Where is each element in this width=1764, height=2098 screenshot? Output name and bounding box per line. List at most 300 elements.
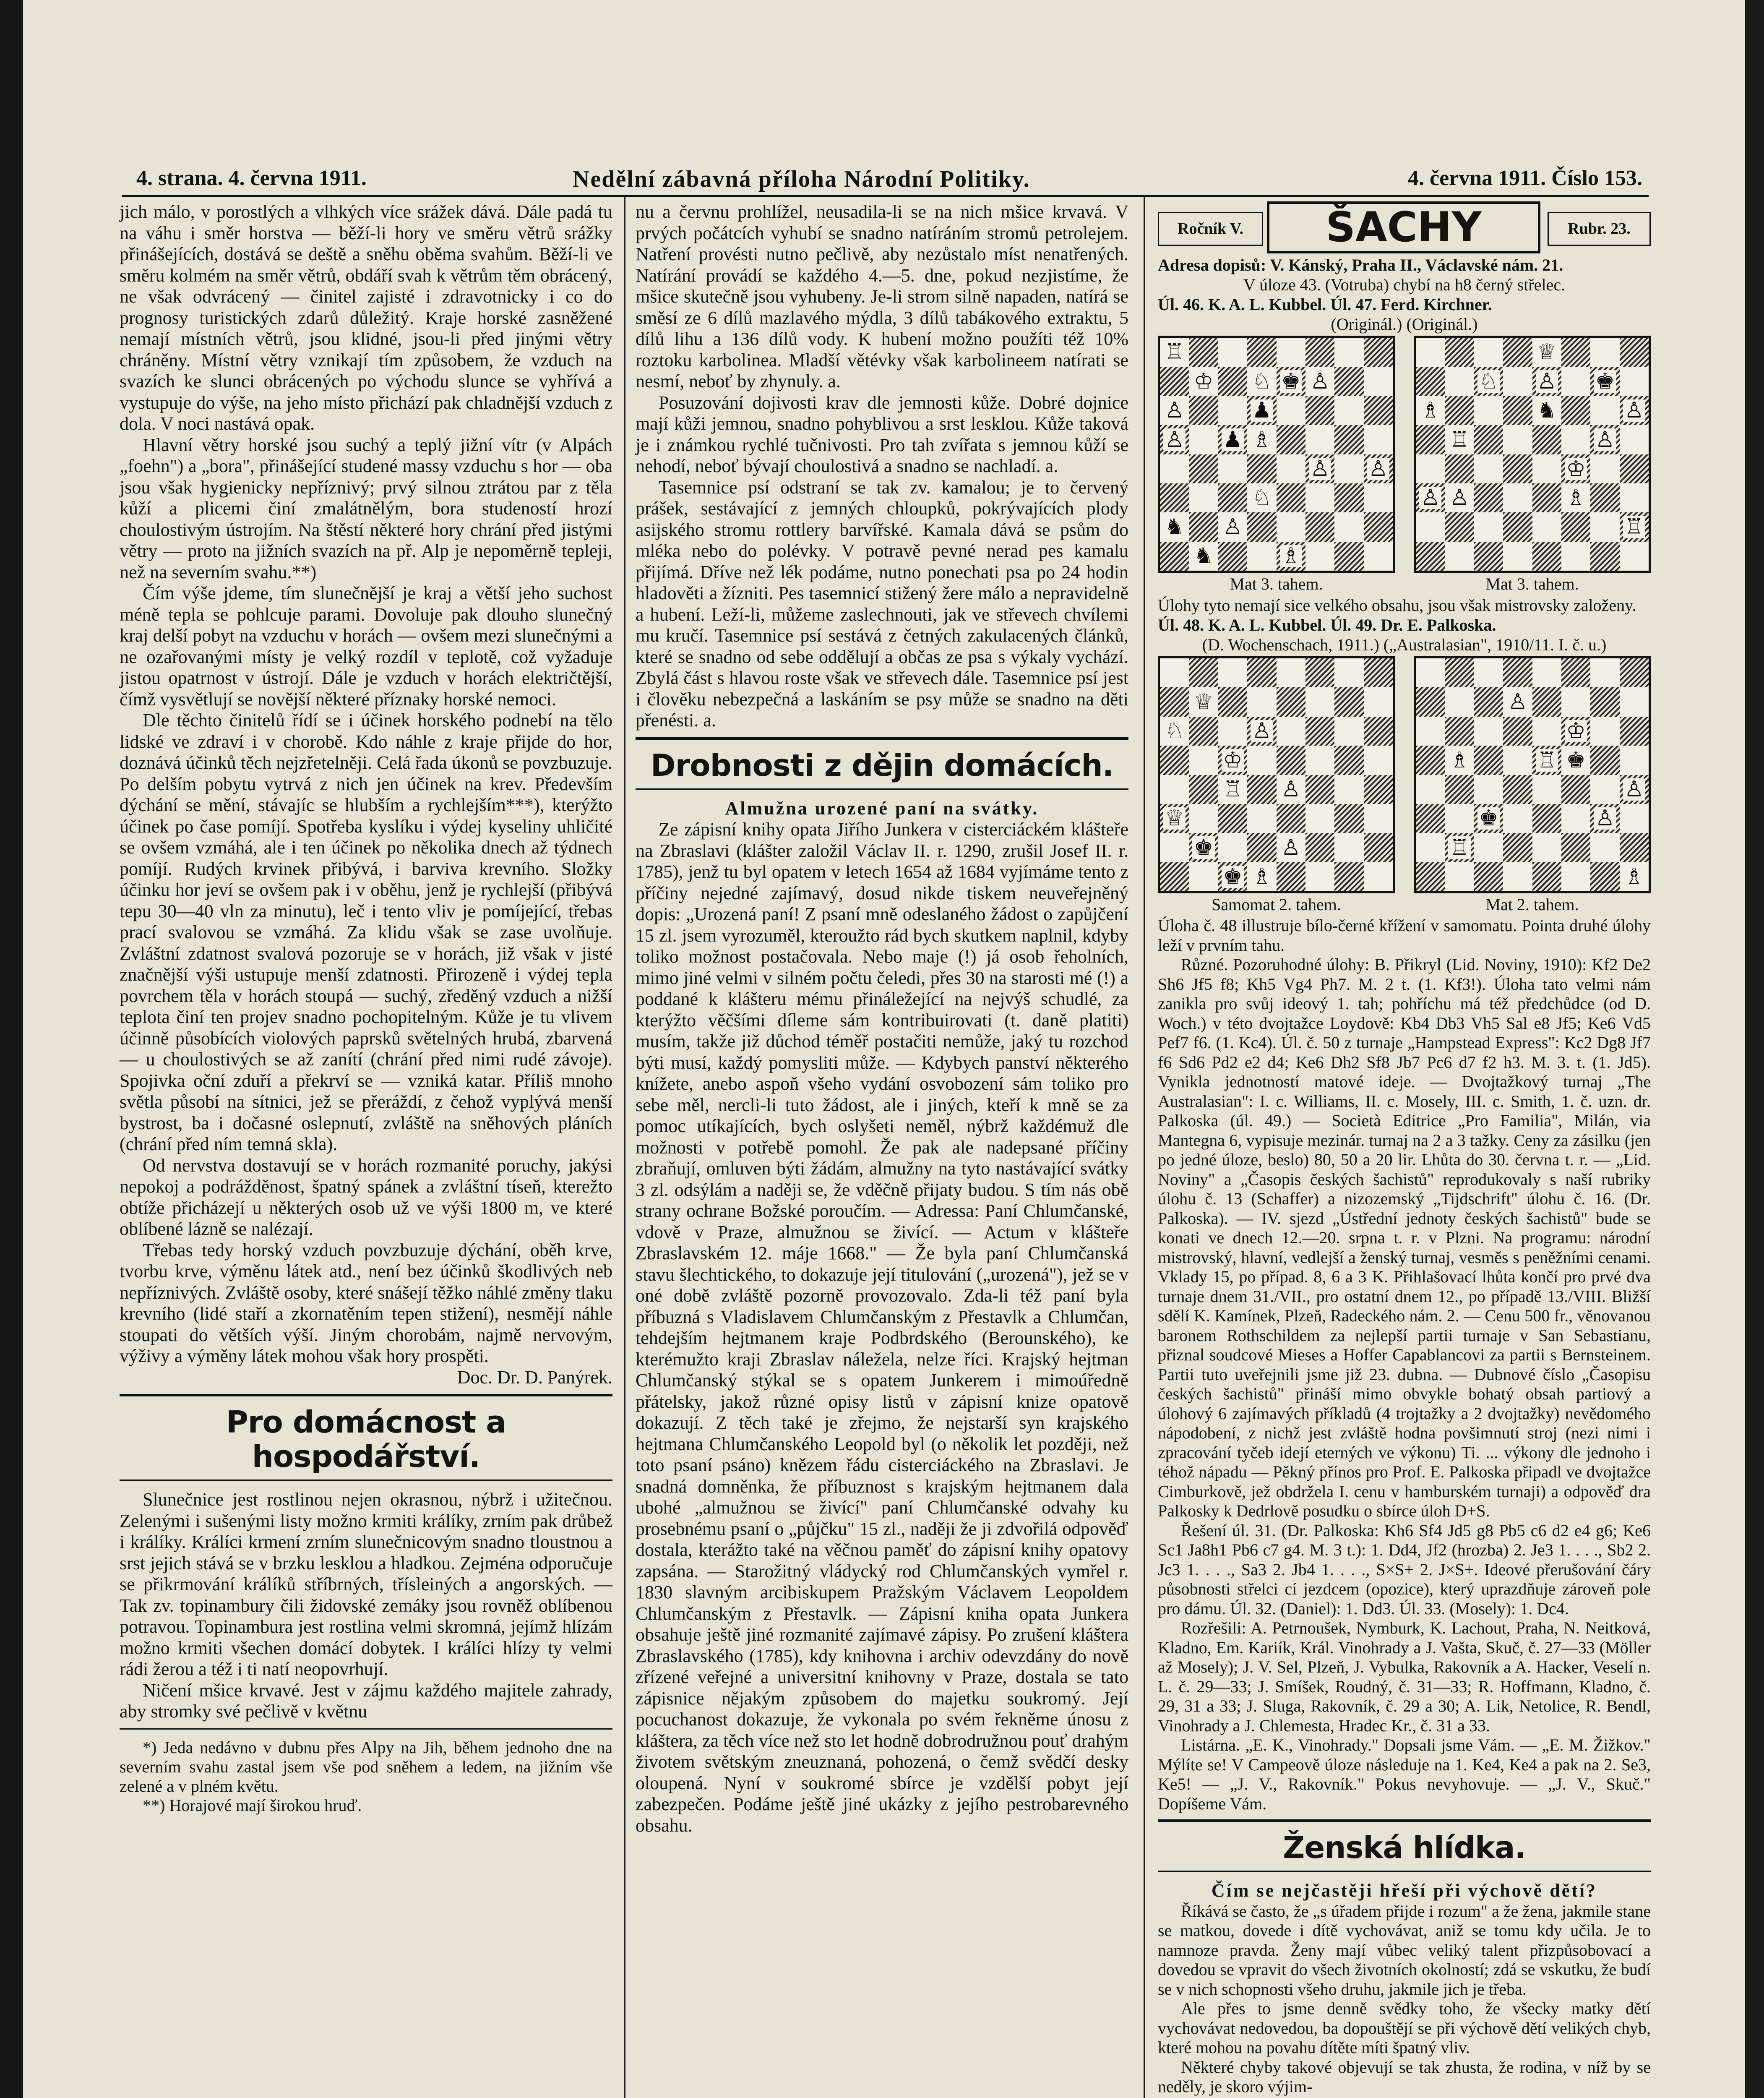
board-square [1189, 338, 1218, 367]
board-square [1334, 338, 1363, 367]
board-square [1189, 687, 1218, 716]
column-1 [120, 201, 612, 1815]
chess-piece-icon: ♕ [1536, 341, 1558, 363]
board-square [1189, 367, 1218, 396]
chess-piece-icon: ♖ [1163, 341, 1186, 363]
board-square [1416, 542, 1445, 571]
board-square [1247, 862, 1276, 891]
problem-source-46-47: (Originál.) (Originál.) [1331, 315, 1478, 334]
board-square [1364, 717, 1393, 746]
chess-piece-icon: ♚ [1222, 866, 1244, 888]
board-square [1160, 454, 1189, 483]
board-square [1561, 862, 1590, 891]
chess-piece-icon: ♗ [1280, 545, 1302, 567]
board-square [1334, 454, 1363, 483]
board-square [1189, 483, 1218, 512]
board-square [1416, 367, 1445, 396]
board-square [1218, 804, 1247, 833]
board-square [1218, 775, 1247, 804]
board-square [1620, 746, 1649, 775]
caption-pair [1158, 895, 1651, 914]
chess-board-49 [1414, 656, 1651, 893]
board-square [1277, 512, 1305, 541]
section-rule [1158, 1871, 1651, 1872]
board-square [1305, 338, 1334, 367]
problem-source-48-49: (D. Wochenschach, 1911.) („Australasian", 1910/11. I. č. u.) [1202, 635, 1607, 654]
board-square [1160, 483, 1189, 512]
board-square [1247, 512, 1276, 541]
board-square [1247, 396, 1276, 425]
board-square [1503, 367, 1532, 396]
board-square [1364, 746, 1393, 775]
board-square [1445, 746, 1474, 775]
board-caption: Mat 2. tahem. [1485, 895, 1579, 914]
board-square [1277, 483, 1305, 512]
chess-paragraph: Rozřešili: A. Petrnoušek, Nymburk, K. Lachout, Praha, N. Neitková, Kladno, Em. Kariík, Král. Vinohrady a J. Vašta, Skuč, č. 27—33 (Möller až Mosely); J. V. Sel, Plzeň, J. Vybulka, Rakovník a A. Hacker, Veselí n. L. č. 29—33; J. Smíšek, Roudný, č. 31—33; R. Hoffmann, Kladno, č. 29, 31 a 33; J. Sluga, Rakovník, č. 29 a 30; A. Lik, Netolice, R. Bendl, Vinohrady a J. Chlemesta, Hradec Kr., č. 31 a 33. [1158, 1618, 1651, 1735]
article-paragraph: Ničení mšice krvavé. Jest v zájmu každého majitele zahrady, aby stromky své pečlivě v květnu [120, 1680, 612, 1722]
board-square [1334, 746, 1363, 775]
board-square [1474, 454, 1503, 483]
board-square [1620, 454, 1649, 483]
board-square [1189, 775, 1218, 804]
board-square [1189, 425, 1218, 454]
chess-piece-icon: ♗ [1565, 487, 1587, 509]
board-square [1532, 454, 1561, 483]
board-square [1561, 717, 1590, 746]
chess-piece-icon: ♖ [1448, 428, 1470, 451]
board-square [1305, 483, 1334, 512]
board-square [1561, 542, 1590, 571]
board-square [1189, 542, 1218, 571]
article-paragraph: nu a červnu prohlížel, neusadila-li se na nich mšice krvavá. V prvých počátcích vyhubí se snadno natíráním stromů petrolejem. Natření provésti nutno pečlivě, aby nezůstalo míst nenatřených. Natírání provádí se každého 4.—5. dne, pokud nezjistíme, že mšice skutečně jsou vyhubeny. Je-li strom silně napaden, natírá se směsí ze 6 dílů mazlavého mýdla, 3 dílů tabákového extraktu, 5 dílů lihu a 136 dílů vody. K hubení možno použíti též 10% roztoku karbolinea. Mladší větévky však karbolineem natírati se nesmí, neboť by zhynuly. a. [636, 201, 1128, 391]
board-square [1503, 746, 1532, 775]
board-caption: Mat 3. tahem. [1230, 574, 1323, 593]
board-square [1620, 425, 1649, 454]
scan-edge-right [1745, 0, 1764, 2098]
board-square [1445, 338, 1474, 367]
header-left: 4. strana. 4. června 1911. [136, 166, 367, 190]
board-square [1620, 862, 1649, 891]
board-square [1590, 804, 1619, 833]
board-square [1189, 833, 1218, 862]
board-square [1416, 658, 1445, 687]
board-square [1532, 833, 1561, 862]
board-square [1364, 338, 1393, 367]
board-square [1189, 746, 1218, 775]
board-square [1305, 746, 1334, 775]
article-paragraph: Říkává se často, že „s úřadem přijde i rozum" a že žena, jakmile stane se matkou, dovede i dítě vychovávat, aniž se tomu kdy učila. Je to namnoze pravda. Ženy mají vůbec veliký talent přizpůsobovací a dovedou se vpravit do všech životních okolností; zdá se vskutku, že budí se v nich schopnosti všeho druhu, jakmile jich je třeba. [1158, 1901, 1651, 1999]
board-square [1474, 804, 1503, 833]
board-square [1590, 717, 1619, 746]
board-square [1334, 425, 1363, 454]
chess-paragraph: Úloha č. 48 illustruje bílo-černé křížení v samomatu. Pointa druhé úlohy leží v prvním tahu. [1158, 916, 1651, 955]
board-square [1218, 454, 1247, 483]
chess-piece-icon: ♖ [1448, 836, 1470, 859]
caption-pair [1158, 574, 1651, 594]
board-square [1364, 454, 1393, 483]
board-square [1277, 367, 1305, 396]
author-signature: Doc. Dr. D. Panýrek. [457, 1367, 612, 1388]
chess-piece-icon: ♔ [1192, 370, 1214, 392]
chess-board-47 [1414, 336, 1651, 573]
board-square [1334, 658, 1363, 687]
chess-piece-icon: ♙ [1594, 428, 1616, 451]
board-square [1590, 425, 1619, 454]
board-square [1474, 396, 1503, 425]
board-square [1364, 425, 1393, 454]
board-square [1364, 483, 1393, 512]
board-square [1474, 833, 1503, 862]
section-rule [120, 1394, 612, 1396]
board-square [1532, 717, 1561, 746]
board-square [1445, 717, 1474, 746]
board-square [1416, 396, 1445, 425]
board-square [1445, 833, 1474, 862]
article-paragraph: Čím výše jdeme, tím slunečnější je kraj a větší jeho suchost méně tepla se pohlcuje parami. Dovoluje pak dlouho slunečný kraj delší pobyt na vzduchu v horách — ovšem mezi slunečnými a ne ozařovanými místy je velký rozdíl v teplotě, což vyžaduje jistou opatrnost v ústrojí. Dále je vzduch v horách električtější, čímž vysvětlují se novější některé příznaky horské nemoci. [120, 583, 612, 710]
header-right: 4. června 1911. Číslo 153. [1408, 166, 1642, 190]
board-square [1218, 658, 1247, 687]
board-square [1590, 687, 1619, 716]
board-square [1620, 542, 1649, 571]
board-square [1416, 425, 1445, 454]
board-square [1277, 804, 1305, 833]
board-square [1445, 542, 1474, 571]
board-square [1503, 425, 1532, 454]
board-square [1620, 396, 1649, 425]
board-square [1474, 746, 1503, 775]
board-square [1445, 367, 1474, 396]
board-square [1305, 425, 1334, 454]
board-square [1277, 717, 1305, 746]
board-square [1218, 717, 1247, 746]
board-square [1590, 862, 1619, 891]
board-square [1620, 717, 1649, 746]
section-heading: Drobnosti z dějin domácích. [650, 747, 1114, 783]
board-square [1561, 775, 1590, 804]
board-square [1160, 338, 1189, 367]
board-square [1189, 717, 1218, 746]
chess-piece-icon: ♙ [1309, 458, 1331, 480]
section-rule [636, 737, 1128, 740]
board-square [1620, 658, 1649, 687]
board-square [1532, 775, 1561, 804]
chess-piece-icon: ♕ [1192, 691, 1214, 713]
board-square [1532, 746, 1561, 775]
board-square [1247, 425, 1276, 454]
board-square [1503, 483, 1532, 512]
board-square [1474, 862, 1503, 891]
board-square [1503, 454, 1532, 483]
board-square [1416, 833, 1445, 862]
section-heading: Pro domácnost a hospodářství. [226, 1404, 506, 1474]
footnote: **) Horajové mají širokou hruď. [143, 1795, 362, 1815]
board-square [1334, 775, 1363, 804]
board-square [1590, 512, 1619, 541]
board-square [1305, 367, 1334, 396]
scan-edge-left [0, 0, 23, 2098]
board-square [1416, 687, 1445, 716]
column-rule [1144, 197, 1145, 2098]
board-square [1305, 862, 1334, 891]
board-square [1532, 658, 1561, 687]
board-square [1503, 717, 1532, 746]
chess-piece-icon: ♔ [1565, 720, 1587, 742]
section-rule [636, 788, 1128, 790]
chess-piece-icon: ♔ [1565, 458, 1587, 480]
board-square [1160, 425, 1189, 454]
board-square [1160, 775, 1189, 804]
chess-piece-icon: ♗ [1251, 866, 1273, 888]
board-square [1160, 717, 1189, 746]
board-square [1364, 367, 1393, 396]
chess-piece-icon: ♖ [1623, 516, 1645, 538]
board-square [1532, 367, 1561, 396]
board-square [1277, 775, 1305, 804]
board-square [1532, 862, 1561, 891]
board-square [1474, 367, 1503, 396]
board-square [1503, 862, 1532, 891]
chess-piece-icon: ♘ [1251, 487, 1273, 509]
board-square [1416, 746, 1445, 775]
board-square [1218, 425, 1247, 454]
board-pair [1158, 336, 1651, 573]
board-square [1334, 396, 1363, 425]
board-square [1416, 454, 1445, 483]
article-paragraph: Slunečnice jest rostlinou nejen okrasnou, nýbrž i užitečnou. Zelenými i sušenými listy možno krmiti králíky, zrním pak drůbež i králíky. Králíci krmení zrním slunečnicovým snadno tloustnou a srst jejich stává se v brzku lesklou a hladkou. Zejména odporučuje se přikrmování králíků stříbrných, třísleiných a angorských. — Tak zv. topinambury čili židovské zemáky jsou rovněž oblíbenou potravou. Topinambura jest rostlina velmi skromná, jejímž hlízám možno krmiti všechen domácí dobytek. I králíci hlízy ty velmi rádi žerou a též i ti natí neopovrhují. [120, 1489, 612, 1679]
board-caption: Samomat 2. tahem. [1212, 895, 1341, 914]
board-square [1305, 396, 1334, 425]
chess-piece-icon: ♗ [1448, 749, 1470, 771]
chess-piece-icon: ♖ [1536, 749, 1558, 771]
article-paragraph: Posuzování dojivosti krav dle jemnosti kůže. Dobré dojnice mají kůži jemnou, snadno pohyblivou a srst lesklou. Kůže taková je i známkou rychlé tučnivosti. Pro tah zvířata s jemnou kůží se nehodí, neboť bývají choulostivá a snadno se nachladí. a. [636, 392, 1128, 476]
chess-piece-icon: ♙ [1448, 487, 1470, 509]
chess-board-48 [1158, 656, 1395, 893]
board-square [1620, 483, 1649, 512]
board-square [1189, 862, 1218, 891]
board-square [1218, 338, 1247, 367]
chess-piece-icon: ♙ [1280, 836, 1302, 859]
footnote: *) Jeda nedávno v dubnu přes Alpy na Jih, během jednoho dne na severním svahu zastal jsem vše pod sněhem a ledem, na jižním vše zelené a v plném květu. [120, 1738, 612, 1795]
board-square [1503, 338, 1532, 367]
board-square [1305, 687, 1334, 716]
board-square [1590, 833, 1619, 862]
article-subheading: Almužna urozené paní na svátky. [725, 798, 1039, 819]
board-square [1445, 425, 1474, 454]
board-square [1445, 658, 1474, 687]
board-square [1532, 512, 1561, 541]
board-square [1247, 717, 1276, 746]
chess-piece-icon: ♙ [1623, 778, 1645, 801]
chess-paragraph: Listárna. „E. K., Vinohrady." Dopsali jsme Vám. — „E. M. Žižkov." Mýlíte se! V Campeově úloze následuje na 1. Ke4, Ke4 a pak na 2. Se3, Ke5! — „J. V., Rakovník." Pokus nevyhovuje. — „J. V., Skuč." Dopíšeme Vám. [1158, 1735, 1651, 1813]
board-square [1503, 833, 1532, 862]
board-square [1247, 658, 1276, 687]
board-square [1532, 338, 1561, 367]
board-square [1503, 804, 1532, 833]
article-paragraph: Ale přes to jsme denně svědky toho, že všecky matky dětí vychovávat nedovedou, ba dopouštějí se při výchově dětí velikých chyb, které mohou na povahu dítěte míti špatný vliv. [1158, 1999, 1651, 2057]
board-square [1277, 396, 1305, 425]
board-square [1474, 483, 1503, 512]
chess-piece-icon: ♞ [1192, 545, 1214, 567]
chess-piece-icon: ♙ [1506, 691, 1529, 713]
article-paragraph: Ze zápisní knihy opata Jiřího Junkera v cisterciáckém klášteře na Zbraslavi (klášter založil Václav II. r. 1290, zrušil Josef II. r. 1785), jenž tu byl opatem v letech 1654 až 1684 vyjímáme tento z příčiny nejedné zajímavý, dosud nikde tiskem neuveřejněný dopis: „Urozená paní! Z psaní mně odeslaného žádost o zapůjčení 15 zl. jsem vyrozuměl, kteroužto rád bych skutkem naplnil, kdyby toliko možnost postačovala. Nebo maje (!) já osob řeholních, mimo jiné velmi v silném počtu čeledi, přes 30 na starosti mé (!) a poddané k klášteru mému přináležející na nejvýš schudlé, za kterýžto věčšími díleme sám kontribuirovati (t. daně platiti) musím, takže již důchod téměř postačiti nemůže, jaký tu rozchod býti musí, každý pomysliti může. — Kdybych panství některého knížete, anebo aspoň všeho vydání osvobození sám toliko pro sebe měl, nercli-li tuto žádost, ale i jiných, kteří k mně se za pomoc utíkajících, bych oslyšeti neměl, nýbrž každémuž dle možnosti v potřebě pomohl. Že pak ale nadepsané příčiny zbraňují, omluven býti žádám, almužny na tyto nastávající svátky 3 zl. odsýlám a naději se, že vděčně přijaty budou. S tím nás obě strany ochrane Božské poroučím. — Adressa: Paní Chlumčanské, vdově v Praze, almužnou se živící. — Actum v klášteře Zbraslavském 12. máje 1668." — Že byla paní Chlumčanská stavu šlechtického, to dokazuje její titulování („urozená"), jež se v oné době zvláště pozorně provozovalo. Zda-li též paní byla příbuzná s Vladislavem Chlumčanským z Přestavlk a Chlumčan, tehdejším hejtmanem kraje Podbrdského (Berounského), ke kterémužto kraji Zbraslav náležela, nelze říci. Krajský hejtman Chlumčanský stýkal se s opatem Junkerem i mimoúředně přátelsky, jakož různé opisy listů v zápisní knize opatově dokazují. Z těch také je zřejmo, že nejstarší syn krajského hejtmana Chlumčanského Leopold byl (o několik let později, než toto psaní psáno) knězem řádu cisterciáckého na Zbraslavi. Je snadná domněnka, že příbuznost s krajským hejtmanem dala ubohé „almužnou se živící" paní Chlumčanské odvahy ku prosebnému psaní o „půjčku" 15 zl., naději že ji zdvořilá odpověď dostala, kterážto také na věčnou paměť do zápisní knihy opatovy zapsána. — Starožitný vládycký rod Chlumčanských vymřel r. 1830 slavným arcibiskupem Pražským Václavem Leopoldem Chlumčanským z Přestavlk. — Zápisní kniha opata Junkera obsahuje ještě jiné rozmanité zajímavé zápisy. Po zrušení kláštera Zbraslavského (1785), kdy knihovna i archiv odevzdány do nově zřízené veřejné a universitní knihovny v Praze, dostala se tato zápisnice nějakým způsobem do majetku soukromý. Její pocuchanost dokazuje, že vykonala po svém řekněme únosu z kláštera, za těch více než sto let hodně dobrodružnou pouť drahým životem světským zneuznaná, pohozená, o čemž svědčí desky oloupená. Nyní v soukromé sbírce je vzdělší pobyt její zabezpečen. Podáme ještě jiné ukázky z jejího pestrobarevného obsahu. [636, 819, 1128, 1836]
board-square [1620, 833, 1649, 862]
chess-piece-icon: ♙ [1309, 370, 1331, 392]
page-header [136, 166, 1642, 195]
board-square [1416, 862, 1445, 891]
board-square [1189, 658, 1218, 687]
board-square [1218, 542, 1247, 571]
chess-piece-icon: ♙ [1536, 370, 1558, 392]
chess-note: Úlohy tyto nemají sice velkého obsahu, jsou však mistrovsky založeny. [1158, 596, 1636, 615]
chess-title: ŠACHY [1267, 201, 1540, 253]
board-square [1474, 775, 1503, 804]
board-square [1364, 804, 1393, 833]
board-square [1561, 658, 1590, 687]
board-square [1277, 687, 1305, 716]
board-square [1503, 542, 1532, 571]
board-pair [1158, 656, 1651, 893]
board-square [1364, 862, 1393, 891]
board-square [1532, 483, 1561, 512]
board-square [1474, 338, 1503, 367]
board-square [1445, 862, 1474, 891]
board-square [1160, 687, 1189, 716]
board-square [1247, 338, 1276, 367]
board-square [1590, 367, 1619, 396]
board-square [1334, 367, 1363, 396]
board-square [1590, 338, 1619, 367]
board-square [1160, 542, 1189, 571]
chess-board-46 [1158, 336, 1395, 573]
chess-banner [1158, 201, 1651, 251]
board-square [1305, 804, 1334, 833]
article-paragraph: Hlavní větry horské jsou suchý a teplý jižní vítr (v Alpách „foehn") a „bora", přinášející studené massy vzduchu s hor — oba jsou však hygienicky nepříznivý; prvý silnou ztrátou par z těla kůží a plicemi činí zmalátnělým, bora studeností hrozí choulostivým ústrojím. Na štěstí některé hory chrání před jistými větry — proto na jižních svazích na př. Alp je nepoměrně tepleji, než na severním svahu.**) [120, 434, 612, 582]
board-square [1305, 512, 1334, 541]
board-square [1532, 804, 1561, 833]
board-square [1218, 512, 1247, 541]
problem-authors-48-49: Úl. 48. K. A. L. Kubbel. Úl. 49. Dr. E. Palkoska. [1158, 616, 1496, 634]
board-caption: Mat 3. tahem. [1485, 574, 1579, 593]
article-paragraph: Od nervstva dostavují se v horách rozmanité poruchy, jakýsi nepokoj a podrážděnost, špatný spánek a zvláštní tíseň, kterežto obtíže přicházejí u některých osob už ve výši 1800 m, ve které oblíbené lázně se nalézají. [120, 1155, 612, 1239]
board-square [1445, 804, 1474, 833]
header-title: Nedělní zábavná příloha Národní Politiky. [573, 166, 1030, 192]
board-square [1305, 833, 1334, 862]
board-square [1305, 542, 1334, 571]
board-square [1334, 483, 1363, 512]
board-square [1416, 512, 1445, 541]
board-square [1160, 367, 1189, 396]
board-square [1334, 687, 1363, 716]
board-square [1305, 775, 1334, 804]
board-square [1364, 396, 1393, 425]
board-square [1561, 367, 1590, 396]
board-square [1474, 425, 1503, 454]
board-square [1561, 425, 1590, 454]
chess-piece-icon: ♙ [1222, 516, 1244, 538]
board-square [1277, 338, 1305, 367]
chess-piece-icon: ♗ [1251, 428, 1273, 451]
chess-piece-icon: ♗ [1623, 866, 1645, 888]
board-square [1474, 717, 1503, 746]
header-rule [122, 195, 1649, 197]
chess-piece-icon: ♙ [1163, 428, 1186, 451]
chess-piece-icon: ♔ [1222, 749, 1244, 771]
board-square [1590, 658, 1619, 687]
board-square [1503, 687, 1532, 716]
board-square [1247, 367, 1276, 396]
board-square [1445, 775, 1474, 804]
chess-piece-icon: ♚ [1594, 370, 1616, 392]
board-square [1218, 746, 1247, 775]
board-square [1277, 862, 1305, 891]
board-square [1218, 367, 1247, 396]
chess-piece-icon: ♗ [1419, 399, 1441, 422]
board-square [1474, 687, 1503, 716]
board-square [1334, 512, 1363, 541]
board-square [1445, 454, 1474, 483]
board-square [1561, 483, 1590, 512]
board-square [1218, 833, 1247, 862]
board-square [1160, 746, 1189, 775]
column-2 [636, 201, 1128, 1836]
board-square [1561, 454, 1590, 483]
board-square [1160, 512, 1189, 541]
board-square [1561, 833, 1590, 862]
board-square [1247, 687, 1276, 716]
board-square [1334, 833, 1363, 862]
article-paragraph: Třebas tedy horský vzduch povzbuzuje dýchání, oběh krve, tvorbu krve, výměnu látek atd., není bez účinků škodlivých neb nepříznivých. Zvláště osoby, které snášejí těžko náhlé změny tlaku krevního (lidé staří a zkornatěním tepen stižení), nesmějí náhle stoupati do větších výší. Jiným chorobám, najmě nervovým, výživy a výměny látek mohou však hory prospěti. [120, 1239, 612, 1366]
board-square [1561, 396, 1590, 425]
board-square [1277, 746, 1305, 775]
board-square [1590, 775, 1619, 804]
board-square [1364, 542, 1393, 571]
board-square [1474, 512, 1503, 541]
board-square [1503, 658, 1532, 687]
board-square [1160, 862, 1189, 891]
board-square [1189, 804, 1218, 833]
chess-piece-icon: ♖ [1222, 778, 1244, 801]
chess-piece-icon: ♚ [1565, 749, 1587, 771]
board-square [1277, 833, 1305, 862]
board-square [1247, 833, 1276, 862]
chess-paragraph: Řešení úl. 31. (Dr. Palkoska: Kh6 Sf4 Jd5 g8 Pb5 c6 d2 e4 g6; Ke6 Sc1 Ja8h1 Pb6 c7 g4. M. 3 t.): 1. Dd4, Jf2 (hrozba) 2. Je3 1. . . ., Sb2 2. Jc3 1. . . ., Sa3 2. Jb4 1. . . ., S×S+ 2. J×S+. Ideové přerušování čáry působnosti střelci cí jezdcem (opozice), který uprazdňuje zároveň pole pro dámu. Úl. 32. (Daniel): 1. Dd3. Úl. 33. (Mosely): 1. Dc4. [1158, 1521, 1651, 1618]
board-square [1189, 512, 1218, 541]
footnote-rule [120, 1728, 612, 1730]
board-square [1364, 687, 1393, 716]
board-square [1561, 804, 1590, 833]
board-square [1364, 658, 1393, 687]
board-square [1620, 804, 1649, 833]
board-square [1416, 717, 1445, 746]
board-square [1445, 396, 1474, 425]
board-square [1277, 658, 1305, 687]
board-square [1364, 833, 1393, 862]
board-square [1334, 862, 1363, 891]
board-square [1364, 775, 1393, 804]
article-subheading: Čím se nejčastěji hřeší při výchově dětí? [1211, 1880, 1597, 1901]
board-square [1590, 483, 1619, 512]
board-square [1218, 483, 1247, 512]
board-square [1334, 542, 1363, 571]
board-square [1416, 804, 1445, 833]
board-square [1277, 454, 1305, 483]
board-square [1305, 717, 1334, 746]
chess-piece-icon: ♚ [1477, 807, 1500, 830]
board-square [1416, 775, 1445, 804]
rubric-label: Rubr. 23. [1548, 212, 1651, 246]
chess-piece-icon: ♞ [1536, 399, 1558, 422]
chess-address: Adresa dopisů: V. Kánský, Praha II., Václavské nám. 21. [1158, 256, 1563, 274]
